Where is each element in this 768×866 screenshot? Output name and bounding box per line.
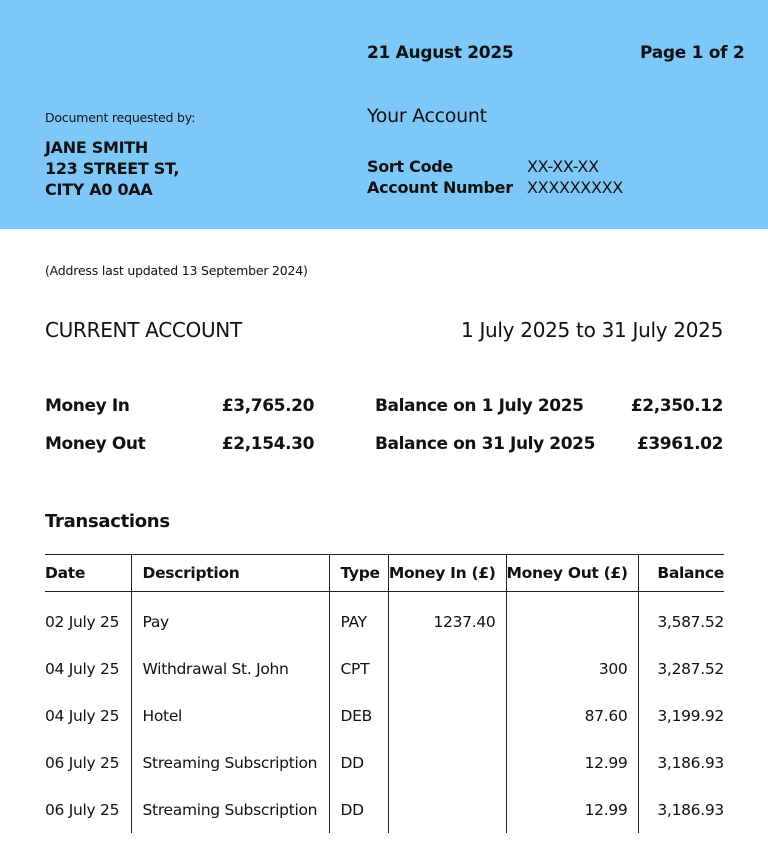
address-line-city: CITY A0 0AA bbox=[45, 180, 153, 199]
cell-description: Withdrawal St. John bbox=[131, 645, 329, 692]
table-row bbox=[45, 786, 724, 833]
cell-money-out: 87.60 bbox=[506, 692, 638, 739]
transactions-heading: Transactions bbox=[45, 511, 170, 532]
column-header-date: Date bbox=[45, 555, 131, 592]
cell-type: PAY bbox=[329, 592, 388, 646]
cell-type: DD bbox=[329, 786, 388, 833]
cell-description: Streaming Subscription bbox=[131, 786, 329, 833]
cell-balance: 3,287.52 bbox=[638, 645, 724, 692]
cell-balance: 3,199.92 bbox=[638, 692, 724, 739]
money-out-value: £2,154.30 bbox=[221, 434, 314, 454]
balance-end-value: £3961.02 bbox=[636, 434, 723, 454]
money-in-label: Money In bbox=[45, 396, 130, 416]
table-row bbox=[45, 645, 724, 692]
money-out-label: Money Out bbox=[45, 434, 146, 454]
cell-date: 06 July 25 bbox=[45, 800, 120, 819]
balance-end-label: Balance on 31 July 2025 bbox=[375, 434, 596, 454]
requested-by-label: Document requested by: bbox=[45, 110, 196, 125]
cell-balance: 3,186.93 bbox=[638, 739, 724, 786]
column-header-description: Description bbox=[131, 555, 329, 592]
your-account-heading: Your Account bbox=[367, 105, 487, 127]
cell-balance: 3,587.52 bbox=[638, 592, 724, 646]
account-type: CURRENT ACCOUNT bbox=[45, 318, 242, 342]
cell-type: DD bbox=[329, 739, 388, 786]
column-header-type: Type bbox=[329, 555, 388, 592]
cell-money-in bbox=[388, 645, 506, 692]
cell-money-out: 12.99 bbox=[506, 786, 638, 833]
cell-date: 06 July 25 bbox=[45, 753, 120, 772]
cell-money-in bbox=[388, 692, 506, 739]
column-header-money-in: Money In (£) bbox=[388, 555, 506, 592]
sort-code-label: Sort Code bbox=[367, 157, 453, 176]
balance-start-label: Balance on 1 July 2025 bbox=[375, 396, 584, 416]
cell-balance: 3,186.93 bbox=[638, 786, 724, 833]
cell-money-in bbox=[388, 786, 506, 833]
page-indicator: Page 1 of 2 bbox=[640, 43, 745, 63]
address-line-name: JANE SMITH bbox=[45, 138, 148, 157]
cell-description: Streaming Subscription bbox=[131, 739, 329, 786]
cell-date: 02 July 25 bbox=[45, 612, 120, 631]
cell-money-in bbox=[388, 739, 506, 786]
address-updated-note: (Address last updated 13 September 2024) bbox=[45, 263, 308, 278]
statement-date: 21 August 2025 bbox=[367, 43, 514, 63]
transactions-table bbox=[45, 554, 724, 833]
cell-money-in: 1237.40 bbox=[388, 592, 506, 646]
column-header-balance: Balance bbox=[638, 555, 724, 592]
cell-date: 04 July 25 bbox=[45, 659, 120, 678]
statement-header bbox=[0, 0, 768, 229]
cell-date: 04 July 25 bbox=[45, 706, 120, 725]
cell-type: DEB bbox=[329, 692, 388, 739]
customer-address bbox=[45, 137, 179, 200]
money-in-value: £3,765.20 bbox=[221, 396, 314, 416]
account-number-value: XXXXXXXXX bbox=[527, 178, 623, 197]
balance-start-value: £2,350.12 bbox=[630, 396, 723, 416]
account-number-label: Account Number bbox=[367, 178, 513, 197]
table-header-row bbox=[45, 555, 724, 592]
statement-period: 1 July 2025 to 31 July 2025 bbox=[460, 318, 723, 342]
cell-description: Hotel bbox=[131, 692, 329, 739]
sort-code-value: XX-XX-XX bbox=[527, 157, 599, 176]
cell-money-out: 300 bbox=[506, 645, 638, 692]
table-row bbox=[45, 692, 724, 739]
cell-money-out bbox=[506, 592, 638, 646]
cell-money-out: 12.99 bbox=[506, 739, 638, 786]
table-row bbox=[45, 592, 724, 646]
address-line-street: 123 STREET ST, bbox=[45, 159, 180, 178]
table-row bbox=[45, 739, 724, 786]
cell-description: Pay bbox=[131, 592, 329, 646]
cell-type: CPT bbox=[329, 645, 388, 692]
column-header-money-out: Money Out (£) bbox=[506, 555, 638, 592]
